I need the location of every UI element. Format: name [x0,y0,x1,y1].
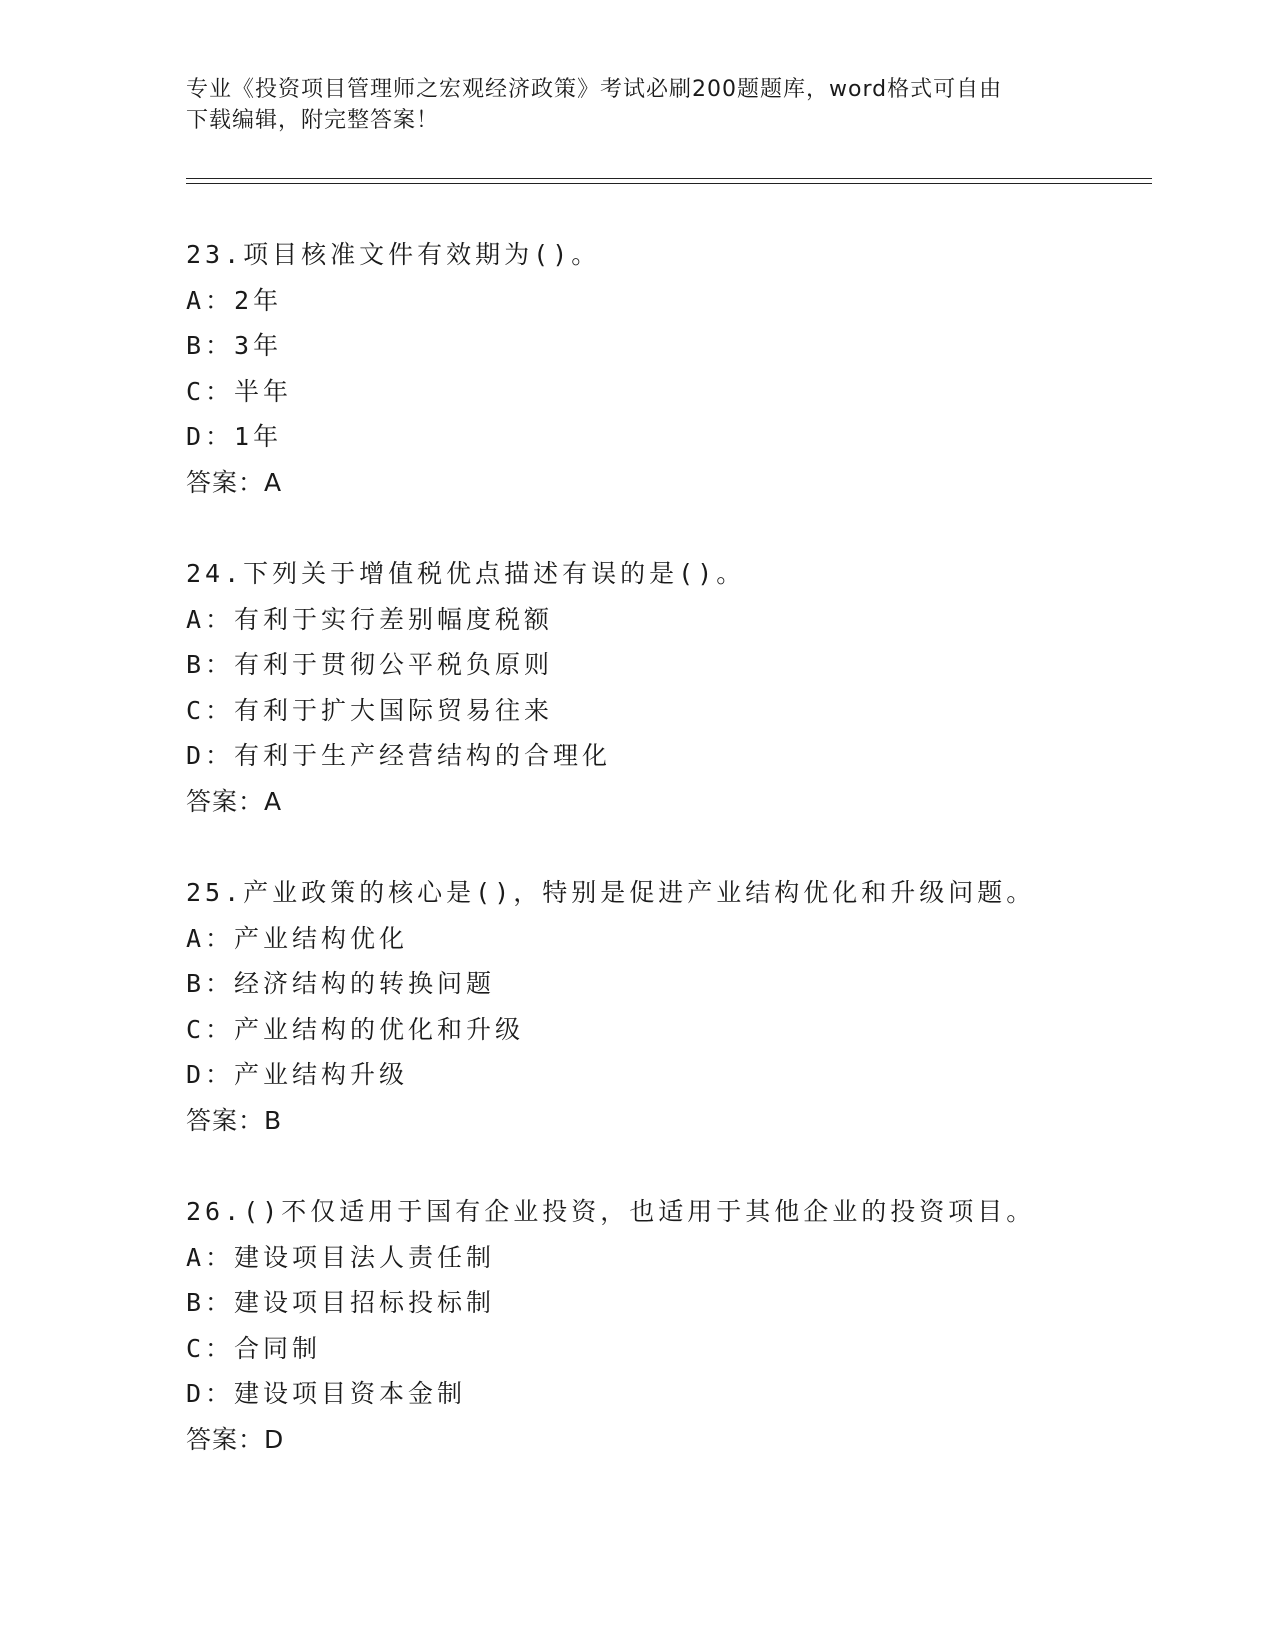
option-d: D：建设项目资本金制 [186,1379,467,1408]
option-d: D：1年 [186,422,283,451]
question-stem: 25.产业政策的核心是()，特别是促进产业结构优化和升级问题。 [186,878,1036,907]
option-c: C：合同制 [186,1333,322,1363]
option-a: A：2年 [186,285,283,315]
option-b: B：有利于贯彻公平税负原则 [186,650,554,679]
question-list [186,232,1186,1508]
option-a: A：产业结构优化 [186,923,409,953]
option-c: C：有利于扩大国际贸易往来 [186,695,554,725]
answer: 答案：A [186,467,283,497]
answer: 答案：A [186,786,283,816]
document-header [186,74,1066,136]
option-d: D：产业结构升级 [186,1060,409,1089]
option-b: B：建设项目招标投标制 [186,1288,496,1317]
question-24 [186,551,1186,824]
answer: 答案：B [186,1105,283,1135]
option-b: B：经济结构的转换问题 [186,969,496,998]
question-stem: 23.项目核准文件有效期为()。 [186,240,601,269]
question-stem: 26.()不仅适用于国有企业投资，也适用于其他企业的投资项目。 [186,1197,1036,1226]
option-c: C：产业结构的优化和升级 [186,1014,525,1044]
question-23 [186,232,1186,505]
header-divider-top [186,178,1152,179]
question-25 [186,870,1186,1143]
option-a: A：有利于实行差别幅度税额 [186,604,554,634]
option-c: C：半年 [186,376,293,406]
question-26 [186,1189,1186,1462]
option-a: A：建设项目法人责任制 [186,1242,496,1272]
question-stem: 24.下列关于增值税优点描述有误的是()。 [186,559,746,588]
header-divider-bottom [186,183,1152,184]
option-d: D：有利于生产经营结构的合理化 [186,741,612,770]
answer: 答案：D [186,1424,285,1454]
header-title-line-1: 专业《投资项目管理师之宏观经济政策》考试必刷200题题库，word格式可自由 [186,77,1003,102]
option-b: B：3年 [186,331,283,360]
header-title-line-2: 下载编辑，附完整答案！ [186,108,440,133]
